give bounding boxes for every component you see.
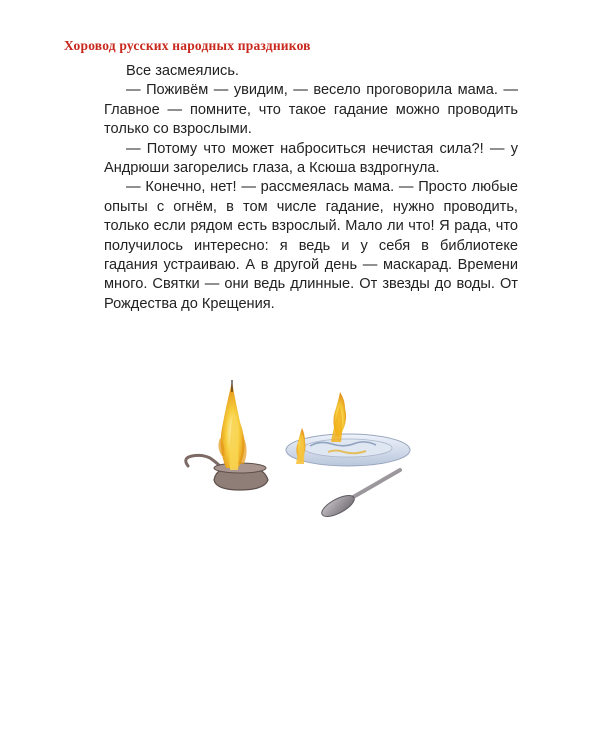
running-title: Хоровод русских народных праздников (64, 38, 311, 53)
paragraph-1: Все засмеялись. (126, 63, 239, 79)
paragraph-4: — Конечно, нет! — рассмеялась мама. — Просто любые опыты с огнём, в том числе гадание, нужно проводить, только если рядом есть взрослый. Мало ли что! Я рада, что получилось интересно: я ведь и у себя в библиотеке гадания устраиваю. А в другой день — маскарад. Времени много. Святки — они ведь длинные. От звезды до воды. От Рождества до Крещения. (104, 179, 518, 312)
story-text (104, 62, 518, 314)
plate-candle-left (296, 428, 305, 464)
paragraph-3: — Потому что может наброситься нечистая сила?! — у Андрюши загорелись глаза, а Ксюша вздрогнула. (104, 140, 518, 177)
paragraph-2: — Поживём — увидим, — весело проговорила мама. — Главное — помните, что такое гадание можно проводить только со взрослыми. (104, 82, 518, 138)
main-candle (218, 380, 246, 470)
candles-plate-spoon-illustration (178, 372, 418, 522)
spoon (319, 470, 400, 521)
